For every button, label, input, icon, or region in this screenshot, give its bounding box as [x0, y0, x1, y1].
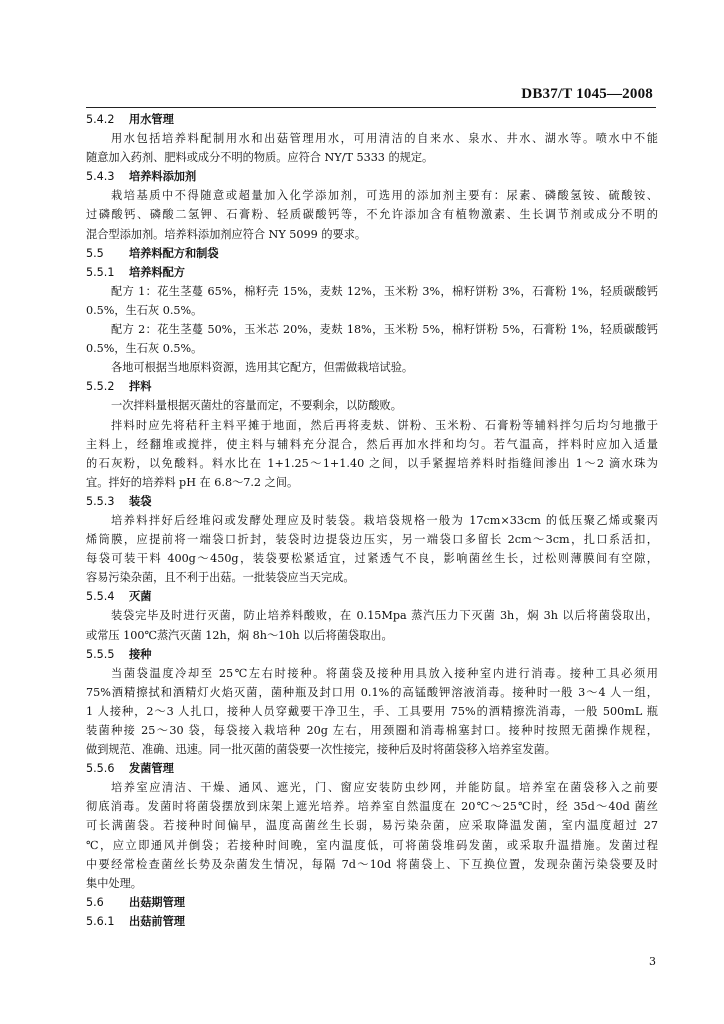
section-heading: 5.5 培养料配方和制袋: [86, 246, 219, 260]
section-heading: 5.5.1 培养料配方: [86, 265, 185, 279]
paragraph-line: 做到规范、准确、迅速。同一批灭菌的菌袋要一次性接完，接种后及时将菌袋移入培养室发菌。: [86, 743, 556, 757]
page-number: 3: [649, 955, 656, 968]
paragraph-line: 当菌袋温度冷却至 25℃左右时接种。将菌袋及接种用具放入接种室内进行消毒。接种工具必须用: [111, 666, 658, 680]
paragraph-line: 主料上，经翻堆或搅拌，使主料与辅料充分混合，然后再加水拌和均匀。若气温高，拌料时应加入适量: [86, 437, 658, 451]
paragraph-line: 培养料拌好后经堆闷或发酵处理应及时装袋。栽培袋规格一般为 17cm×33cm 的低压聚乙烯或聚丙: [111, 513, 658, 527]
paragraph-line: 随意加入药剂、肥料或成分不明的物质。应符合 NY/T 5333 的规定。: [86, 151, 434, 165]
section-heading: 5.6 出菇期管理: [86, 895, 185, 909]
section-heading: 5.5.3 装袋: [86, 494, 152, 508]
paragraph-line: 过磷酸钙、磷酸二氢钾、石膏粉、轻质碳酸钙等，不允许添加含有植物激素、生长调节剂或成分不明的: [86, 208, 658, 222]
paragraph-line: 集中处理。: [86, 876, 142, 890]
paragraph-line: 拌料时应先将秸秆主料平摊于地面，然后再将麦麸、饼粉、玉米粉、石膏粉等辅料拌匀后均匀地撒于: [111, 418, 658, 432]
paragraph-line: 配方 1：花生茎蔓 65%，棉籽壳 15%，麦麸 12%，玉米粉 3%，棉籽饼粉 3%，石膏粉 1%，轻质碳酸钙: [111, 284, 658, 298]
paragraph-line: 容易污染杂菌，且不利于出菇。一批装袋应当天完成。: [86, 571, 355, 585]
paragraph-line: 1 人接种，2～3 人扎口，接种人员穿戴要干净卫生，手、工具要用 75%的酒精擦洗消毒，一般 500mL 瓶: [86, 704, 658, 718]
paragraph-line: 中要经常检查菌丝长势及杂菌发生情况，每隔 7d～10d 将菌袋上、下互换位置，发现杂菌污染袋要及时: [86, 857, 658, 871]
section-heading: 5.5.2 拌料: [86, 380, 152, 394]
standard-code: DB37/T 1045—2008: [521, 86, 653, 102]
paragraph-line: 每袋可装干料 400g～450g，装袋要松紧适宜，过紧透气不良，影响菌丝生长，过松则薄膜间有空隙，: [86, 552, 658, 566]
document-body: [86, 110, 658, 931]
paragraph-line: 75%酒精擦拭和酒精灯火焰灭菌，菌种瓶及封口用 0.1%的高锰酸钾溶液消毒。接种时一般 3～4 人一组，: [86, 685, 658, 699]
paragraph-line: 0.5%，生石灰 0.5%。: [86, 303, 203, 317]
paragraph-line: 配方 2：花生茎蔓 50%，玉米芯 20%，麦麸 18%，玉米粉 5%，棉籽饼粉 5%，石膏粉 1%，轻质碳酸钙: [111, 323, 658, 337]
paragraph-line: 一次拌料量根据灭菌灶的容量而定，不要剩余，以防酸败。: [111, 399, 402, 413]
paragraph-line: 彻底消毒。发菌时将菌袋摆放到床架上遮光培养。培养室自然温度在 20℃～25℃时，经 35d～40d 菌丝: [86, 800, 658, 814]
section-heading: 5.5.6 发菌管理: [86, 762, 174, 776]
paragraph-line: 的石灰粉，以免酸料。料水比在 1+1.25～1+1.40 之间，以手紧握培养料时指缝间渗出 1～2 滴水珠为: [86, 456, 658, 470]
section-heading: 5.5.5 接种: [86, 647, 152, 661]
header-rule: [86, 107, 656, 108]
paragraph-line: 装袋完毕及时进行灭菌，防止培养料酸败，在 0.15Mpa 蒸汽压力下灭菌 3h，焖 3h 以后将菌袋取出，: [111, 609, 658, 623]
paragraph-line: 混合型添加剂。培养料添加剂应符合 NY 5099 的要求。: [86, 227, 367, 241]
paragraph-line: 装菌种接 25～30 袋，每袋接入栽培种 20g 左右，用颈圈和消毒棉塞封口。接种时按照无菌操作规程，: [86, 724, 658, 737]
paragraph-line: ℃，应立即通风并倒袋；若接种时间晚，室内温度低，可将菌袋堆码发菌，或采取升温措施。发菌过程: [86, 838, 658, 852]
paragraph-line: 用水包括培养料配制用水和出菇管理用水，可用清洁的自来水、泉水、井水、湖水等。喷水中不能: [111, 132, 658, 146]
paragraph-line: 宜。拌好的培养料 pH 在 6.8～7.2 之间。: [86, 475, 299, 489]
section-heading: 5.6.1 出菇前管理: [86, 914, 185, 928]
paragraph-line: 可长满菌袋。若接种时间偏早，温度高菌丝生长弱，易污染杂菌，应采取降温发菌，室内温度超过 27: [86, 819, 658, 833]
section-heading: 5.4.3 培养料添加剂: [86, 170, 197, 184]
paragraph-line: 各地可根据当地原料资源，选用其它配方，但需做栽培试验。: [111, 361, 414, 375]
section-heading: 5.4.2 用水管理: [86, 113, 174, 126]
paragraph-line: 栽培基质中不得随意或超量加入化学添加剂，可选用的添加剂主要有：尿素、磷酸氢铵、硫酸铵、: [111, 189, 658, 203]
section-heading: 5.5.4 灭菌: [86, 590, 152, 604]
paragraph-line: 烯筒膜，应提前将一端袋口折封，装袋时边提袋边压实，另一端袋口多留长 2cm～3cm，扎口系活扣，: [86, 533, 658, 547]
paragraph-line: 或常压 100℃蒸汽灭菌 12h，焖 8h～10h 以后将菌袋取出。: [86, 628, 393, 642]
paragraph-line: 培养室应清洁、干燥、通风、遮光，门、窗应安装防虫纱网，并能防鼠。培养室在菌袋移入之前要: [111, 781, 658, 795]
paragraph-line: 0.5%，生石灰 0.5%。: [86, 342, 203, 356]
